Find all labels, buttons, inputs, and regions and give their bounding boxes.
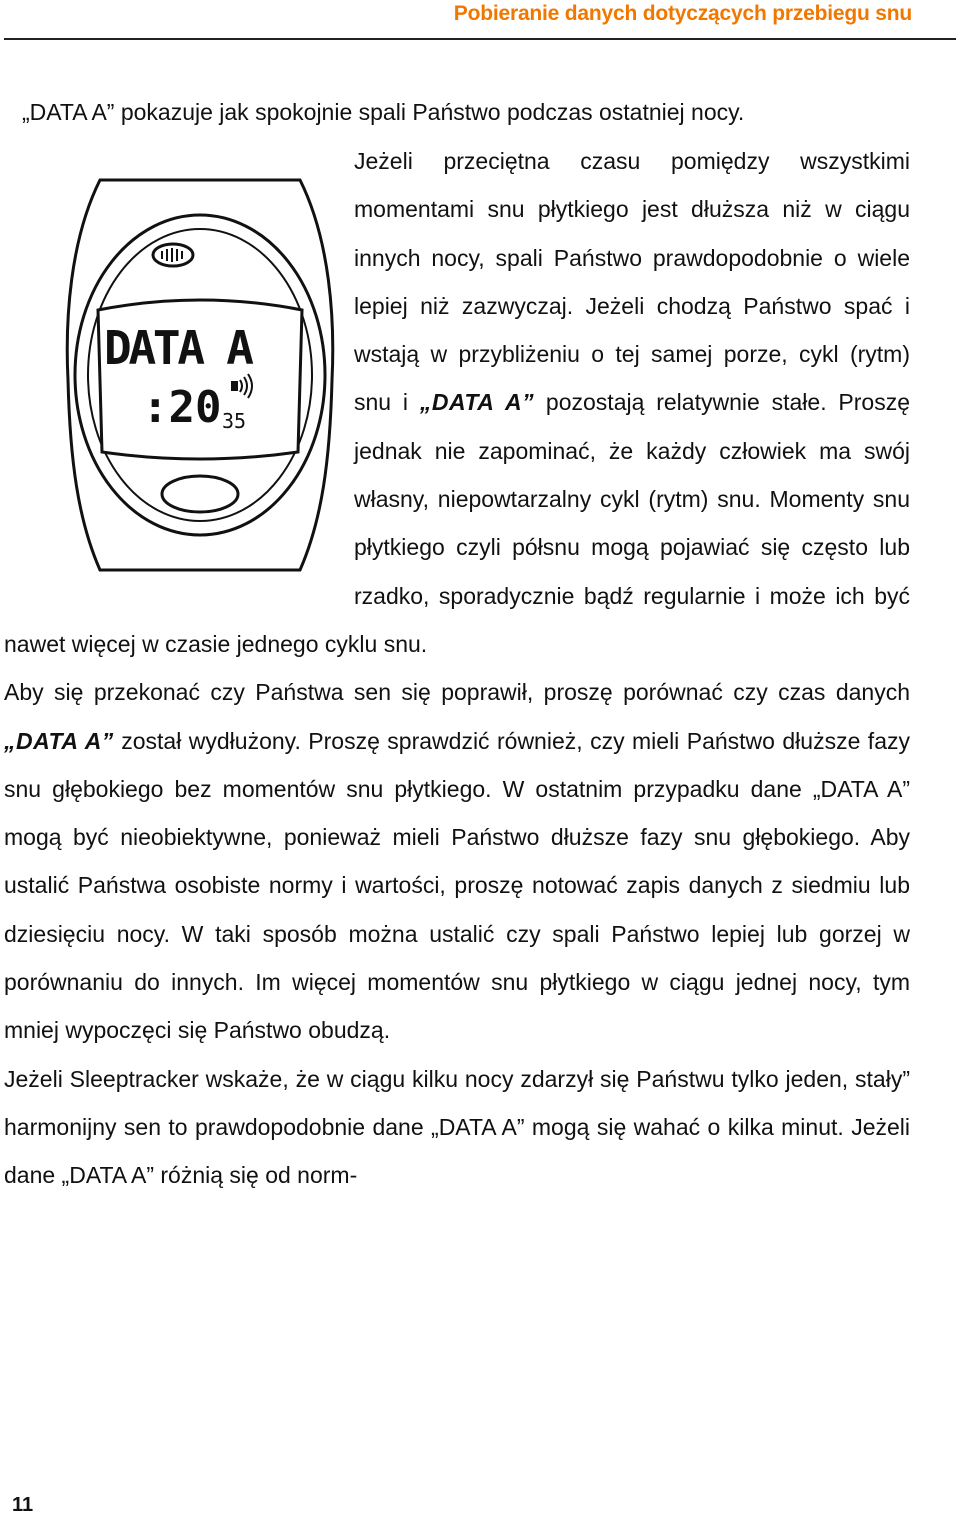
watch-display-line1: DATA A bbox=[104, 321, 254, 375]
body-text bbox=[4, 137, 910, 1200]
watch-display-seconds: 35 bbox=[222, 409, 247, 433]
watch-display-line2: :20 bbox=[142, 382, 222, 433]
page-number: 11 bbox=[12, 1494, 34, 1516]
paragraph-2-text-cont: został wydłużony. Proszę sprawdzić również, czy mieli Państwo dłuższe fazy snu głębokiego bez momentów snu płytkiego. W ostatnim przypadku dane „DATA A” mogą być nieobiektywne, ponieważ mieli Państwo dłuższe fazy snu głębokiego. Aby ustalić Państwa osobiste normy i wartości, proszę notować zapis danych z siedmiu lub dziesięciu nocy. W taki sposób można ustalić czy spali Państwo lepiej lub gorzej w porównaniu do innych. Im więcej momentów snu płytkiego w ciągu jednej nocy, tym mniej wypoczęci się Państwo obudzą. bbox=[4, 727, 910, 1044]
data-a-highlight: „DATA A” bbox=[419, 389, 535, 416]
paragraph-2 bbox=[4, 668, 910, 1054]
paragraph-2-text: Aby się przekonać czy Państwa sen się poprawił, proszę porównać czy czas danych bbox=[4, 679, 910, 706]
page-header-title: Pobieranie danych dotyczących przebiegu snu bbox=[453, 2, 912, 25]
data-a-highlight: „DATA A” bbox=[4, 727, 114, 754]
paragraph-3: Jeżeli Sleeptracker wskaże, że w ciągu kilku nocy zdarzył się Państwu tylko jeden, stały” harmonijny sen to prawdopodobnie dane „DATA A” mogą się wahać o kilka minut. Jeżeli dane „DATA A” różnią się od norm- bbox=[4, 1065, 910, 1189]
image-spacer bbox=[4, 137, 354, 587]
intro-line: „DATA A” pokazuje jak spokojnie spali Państwo podczas ostatniej nocy. bbox=[22, 99, 745, 125]
paragraph-1-text: Jeżeli przeciętna czasu pomiędzy wszystkimi momentami snu płytkiego jest dłuższa niż w ciągu innych nocy, spali Państwo prawdopodobnie o wiele lepiej niż zazwyczaj. Jeżeli chodzą Państwo spać i wstają w przybliżeniu o tej samej porze, cykl (rytm) snu i bbox=[354, 148, 910, 416]
header-divider bbox=[4, 38, 956, 40]
paragraph-1-text-cont: pozostają relatywnie stałe. Proszę jednak nie zapominać, że każdy człowiek ma swój własny, niepowtarzalny cykl (rytm) snu. Momenty snu płytkiego czyli półsnu mogą pojawiać się często lub rzadko, sporadycznie bądź regularnie i może ich być nawet więcej w czasie jednego cyklu snu. bbox=[4, 389, 910, 657]
